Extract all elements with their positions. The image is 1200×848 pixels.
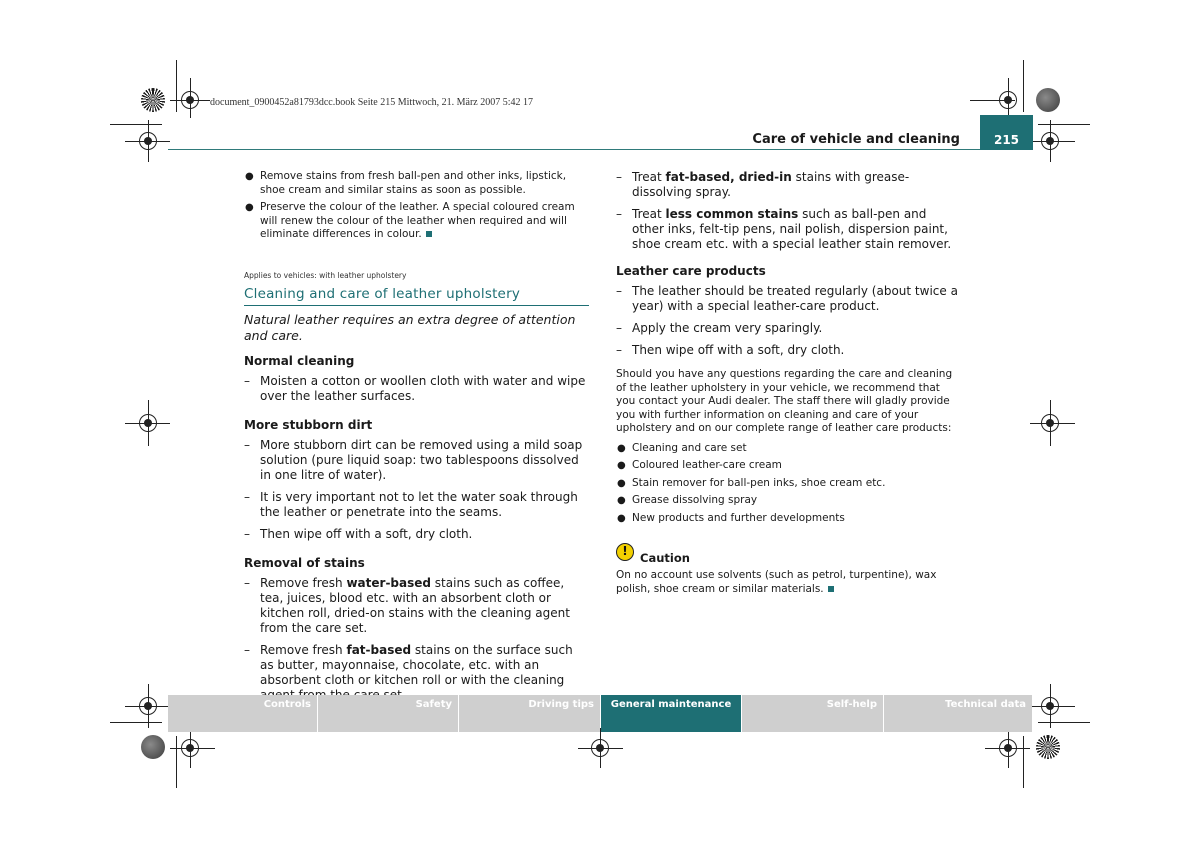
step-item: – More stubborn dirt can be removed using a mild soap solution (pure liquid soap: two tablespoons dissolved in one litre of water).: [244, 437, 583, 482]
sunburst-mark: [141, 88, 165, 112]
list-item: ● Preserve the colour of the leather. A special coloured cream will renew the colour of the leather when required and will eliminate differences in colour.: [245, 201, 575, 240]
left-column: [244, 170, 589, 710]
bullet-icon: ●: [617, 442, 626, 454]
bullet-icon: ●: [617, 495, 626, 506]
step-item: – Moisten a cotton or woollen cloth with water and wipe over the leather surfaces.: [244, 373, 586, 403]
bullet-icon: ●: [617, 512, 626, 524]
caution-title: Caution: [640, 550, 690, 565]
step-item: – Remove fresh fat-based stains on the surface such as butter, mayonnaise, chocolate, etc. with an absorbent cloth or kitchen roll or with the cleaning: [244, 642, 573, 687]
chapter-nav: [168, 695, 1033, 732]
step-item: – It is very important not to let the water soak through the leather or penetrate into the seams.: [244, 489, 578, 519]
tab-self-help[interactable]: Self-help: [742, 695, 883, 732]
step-item: – Treat fat-based, dried-in stains with grease-dissolving spray.: [616, 170, 910, 199]
tab-controls[interactable]: Controls: [168, 695, 317, 732]
caution-text: On no account use solvents (such as petrol, turpentine), wax polish, shoe cream or similar materials.: [616, 569, 937, 595]
tab-technical-data[interactable]: Technical data: [884, 695, 1032, 732]
dealer-paragraph: Should you have any questions regarding the care and cleaning of the leather upholstery in your vehicle, we recommend that you contact your Audi dealer. The staff there will gladly provide you with further information on cleaning and care of your upholstery and on our complete range of leather care products:: [616, 368, 953, 434]
list-item: ● Cleaning and care set: [617, 441, 747, 454]
subheading-leather-care-products: Leather care products: [616, 264, 766, 278]
page-number-box: [980, 115, 1033, 150]
warning-icon: !: [616, 543, 634, 561]
end-square-icon: [828, 586, 834, 592]
subheading-removal-of-stains: Removal of stains: [244, 555, 365, 570]
tab-safety[interactable]: Safety: [318, 695, 458, 732]
list-item: ● Grease dissolving spray: [617, 494, 758, 506]
step-item: – Apply the cream very sparingly.: [616, 321, 823, 335]
step-item: – Then wipe off with a soft, dry cloth.: [616, 343, 845, 357]
subheading-stubborn-dirt: More stubborn dirt: [244, 417, 373, 432]
caution-box: [616, 543, 961, 596]
bullet-icon: ●: [617, 460, 626, 471]
step-item: – Then wipe off with a soft, dry cloth.: [244, 526, 473, 541]
print-file-line: document_0900452a81793dcc.book Seite 215 Mittwoch, 21. März 2007 5:42 17: [210, 97, 534, 108]
grey-dot-mark: [1036, 88, 1060, 112]
list-item: ● Coloured leather-care cream: [617, 459, 782, 471]
right-column: [616, 170, 961, 602]
page-number: 215: [993, 133, 1020, 147]
chapter-title: Care of vehicle and cleaning: [752, 132, 960, 147]
list-item: ● New products and further developments: [617, 511, 845, 524]
bullet-icon: ●: [617, 477, 626, 489]
subheading-normal-cleaning: Normal cleaning: [244, 353, 355, 368]
tab-driving-tips[interactable]: Driving tips: [459, 695, 600, 732]
list-item: ● Remove stains from fresh ball-pen and other inks, lipstick, shoe cream and similar stains as soon as possible.: [245, 170, 567, 196]
sunburst-mark: [1036, 735, 1060, 759]
step-item: – The leather should be treated regularly (about twice a year) with a special leather-care product.: [616, 284, 958, 313]
step-item: – Treat less common stains such as ball-pen and other inks, felt-tip pens, nail polish, dispersion paint, shoe cream etc. with a special leather stain remover.: [616, 207, 952, 251]
grey-dot-mark: [141, 735, 165, 759]
bullet-icon: ●: [245, 171, 254, 182]
applies-note: Applies to vehicles: with leather upholstery: [244, 270, 407, 280]
bullet-icon: ●: [245, 202, 254, 213]
intro-text: Natural leather requires an extra degree of attention and care.: [244, 311, 576, 343]
end-square-icon: [426, 231, 432, 237]
tab-general-maintenance[interactable]: General maintenance: [601, 695, 741, 732]
header-rule: [168, 149, 980, 150]
step-item: – Remove fresh water-based stains such as coffee, tea, juices, blood etc. with an absorbent cloth or kitchen roll, dried-on stains with the cleaning agent from the care set.: [244, 575, 570, 635]
list-item: ● Stain remover for ball-pen inks, shoe cream etc.: [617, 476, 886, 489]
section-title: Cleaning and care of leather upholstery: [244, 287, 589, 306]
